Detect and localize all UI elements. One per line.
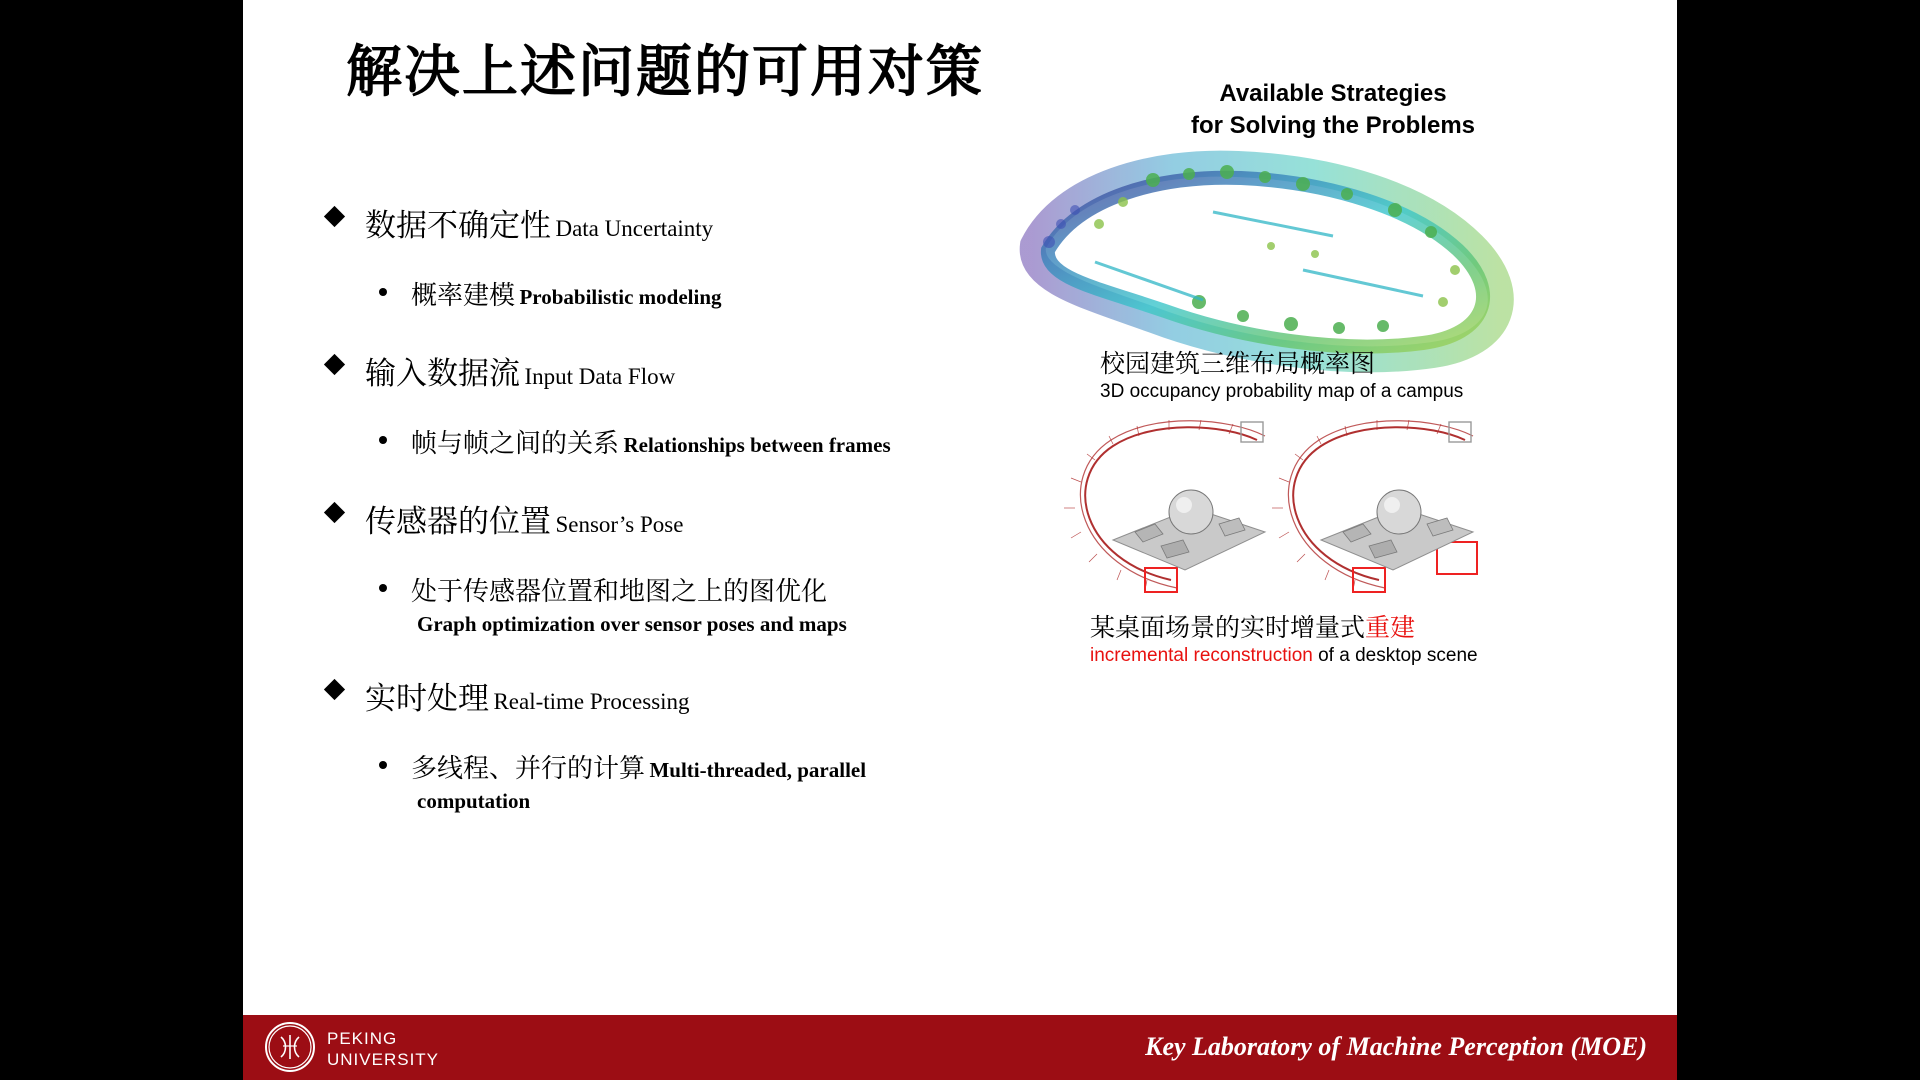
bullet-item-level1 — [321, 200, 1081, 245]
bullet-item-level1 — [321, 348, 1081, 393]
university-name-line1: PEKING — [327, 1029, 398, 1048]
diamond-bullet-icon — [324, 354, 345, 375]
bullet-item-level1 — [321, 496, 1081, 541]
figure-caption-2-english — [1090, 643, 1590, 669]
slide-footer — [243, 1015, 1677, 1080]
figure-caption-2-chinese-prefix: 某桌面场景的实时增量式 — [1090, 613, 1366, 642]
university-name-line2: UNIVERSITY — [327, 1050, 440, 1070]
subbullet-text-english-secondline: Graph optimization over sensor poses and maps — [417, 612, 847, 636]
subbullet-text-english-secondline: computation — [417, 789, 531, 813]
bullet-text-chinese: 数据不确定性 — [365, 208, 551, 244]
bullet-text-chinese: 传感器的位置 — [365, 504, 551, 540]
figure-caption-1 — [1100, 348, 1570, 405]
university-name — [327, 1028, 439, 1071]
dot-bullet-icon — [379, 761, 387, 769]
page-title-english-line2: for Solving the Problems — [1190, 112, 1476, 140]
bullet-text-english: Real-time Processing — [493, 689, 690, 714]
subbullet-text-chinese: 概率建模 — [411, 281, 516, 311]
page-title-english-line1: Available Strategies — [1219, 80, 1447, 107]
bullet-text-chinese: 输入数据流 — [365, 356, 520, 392]
dot-bullet-icon — [379, 288, 387, 296]
bullet-text-chinese: 实时处理 — [365, 681, 489, 717]
subbullet-text-chinese: 多线程、并行的计算 — [411, 754, 646, 784]
bullet-text-english: Input Data Flow — [524, 364, 676, 389]
figure-caption-2-chinese-highlight: 重建 — [1365, 613, 1416, 642]
figure-desktop-reconstruction — [1043, 420, 1563, 600]
slide-canvas — [243, 0, 1677, 1080]
bullet-item-level2 — [321, 275, 1081, 312]
figure-caption-1-chinese: 校园建筑三维布局概率图 — [1100, 349, 1376, 378]
figure-caption-2-english-highlight: incremental reconstruction — [1090, 645, 1313, 667]
subbullet-text-chinese: 帧与帧之间的关系 — [411, 429, 620, 459]
figure-caption-2-english-rest: of a desktop scene — [1312, 645, 1478, 667]
pku-seal-icon — [265, 1022, 315, 1072]
diamond-bullet-icon — [324, 206, 345, 227]
diamond-bullet-icon — [324, 502, 345, 523]
page-title-english — [1123, 78, 1543, 143]
bullet-list — [321, 200, 1081, 820]
bullet-item-level1 — [321, 673, 1081, 718]
subbullet-text-chinese: 处于传感器位置和地图之上的图优化 — [411, 577, 828, 607]
bullet-item-level2 — [321, 423, 1081, 460]
subbullet-text-english: Relationships between frames — [623, 433, 891, 457]
subbullet-text-english: Probabilistic modeling — [519, 285, 722, 309]
figure-caption-2 — [1090, 612, 1590, 669]
dot-bullet-icon — [379, 584, 387, 592]
subbullet-text-english: Multi-threaded, parallel — [649, 758, 867, 782]
bullet-item-level2 — [321, 571, 1081, 637]
bullet-text-english: Data Uncertainty — [555, 216, 714, 241]
dot-bullet-icon — [379, 436, 387, 444]
lab-name: Key Laboratory of Machine Perception (MOE) — [1145, 1032, 1647, 1061]
bullet-text-english: Sensor’s Pose — [555, 512, 684, 537]
bullet-item-level2 — [321, 748, 1081, 814]
desktop-reconstruction-graphic — [1043, 420, 1563, 600]
figure-caption-1-english: 3D occupancy probability map of a campus — [1100, 381, 1464, 403]
figure-caption-2-chinese — [1090, 612, 1590, 643]
page-title-chinese: 解决上述问题的可用对策 — [346, 40, 984, 105]
diamond-bullet-icon — [324, 679, 345, 700]
